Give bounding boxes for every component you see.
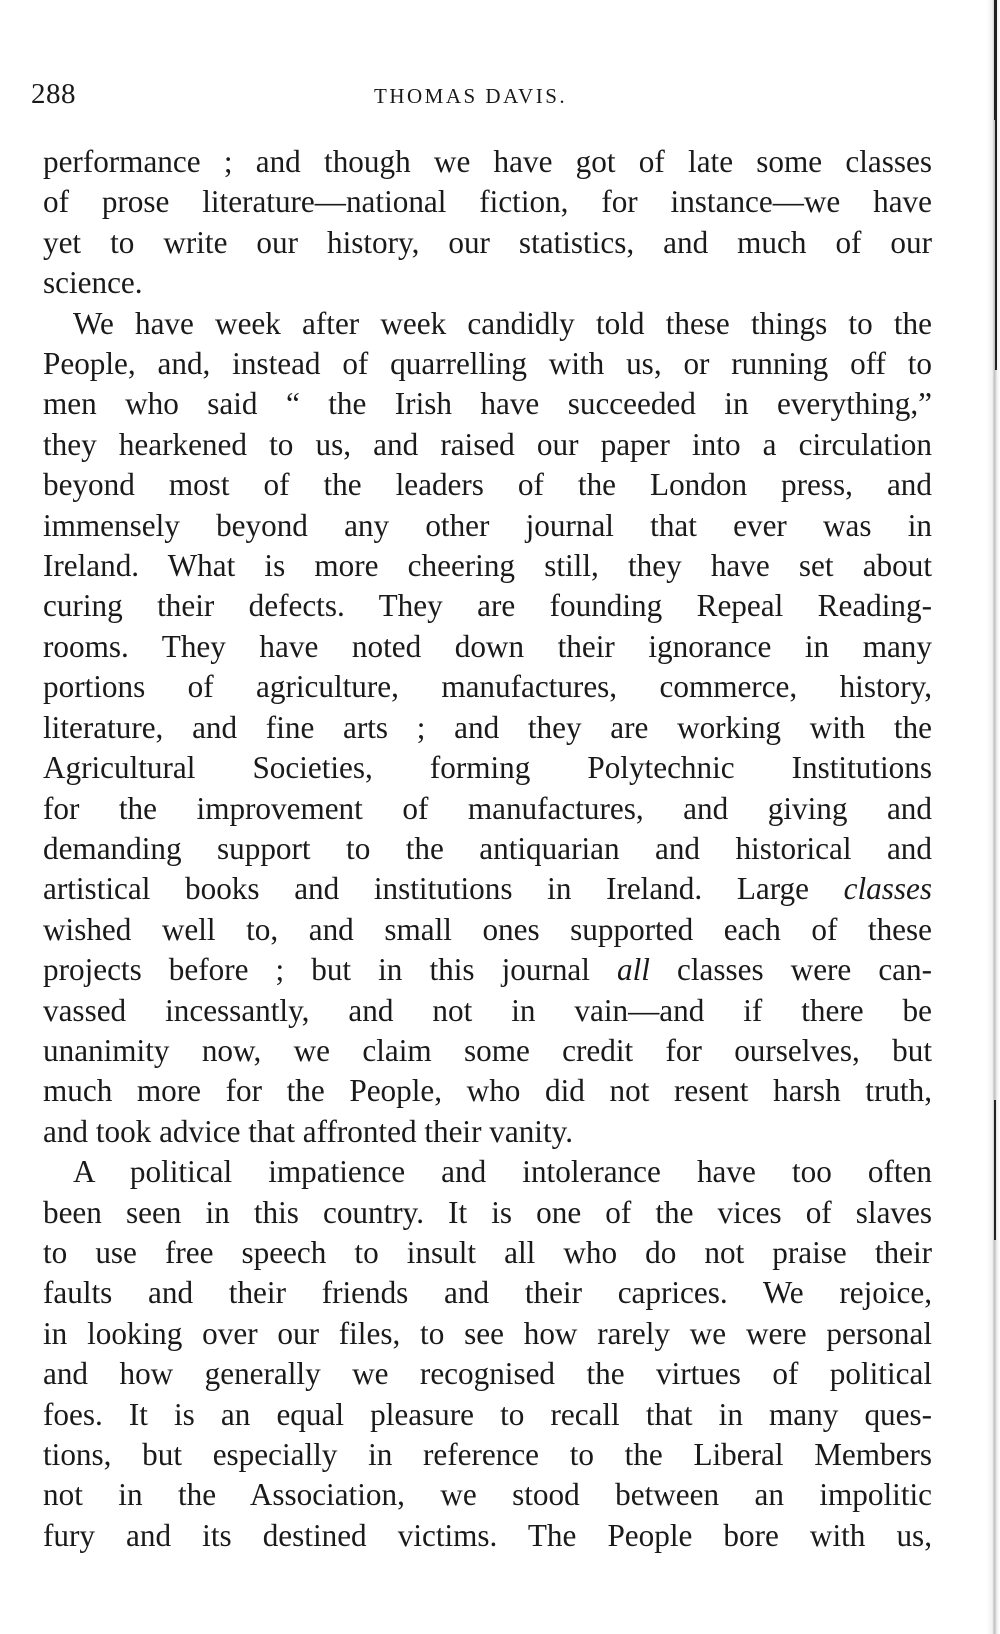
text-line: wished well to, and small ones supported each of these xyxy=(43,911,932,947)
body-text xyxy=(43,142,932,1556)
text-line: beyond most of the leaders of the London press, and xyxy=(43,467,932,503)
text-line: been seen in this country. It is one of the vices of slaves xyxy=(43,1194,932,1230)
text-line: Agricultural Societies, forming Polytechnic Institutions xyxy=(43,750,932,786)
text-line: vassed incessantly, and not in vain—and if there be xyxy=(43,992,932,1028)
text-line: A political impatience and intolerance have too often xyxy=(73,1154,932,1190)
text-line: and how generally we recognised the virtues of political xyxy=(43,1356,932,1392)
text-line: and took advice that affronted their vanity. xyxy=(43,1113,574,1149)
binding-shadow-mark xyxy=(994,0,997,120)
text-line: not in the Association, we stood between an impolitic xyxy=(43,1477,932,1513)
emphasis: all xyxy=(617,952,650,988)
page-header xyxy=(31,78,931,118)
text-line: faults and their friends and their caprices. We rejoice, xyxy=(43,1275,932,1311)
paragraph xyxy=(43,304,932,1153)
text-line: they hearkened to us, and raised our paper into a circulation xyxy=(43,426,932,462)
binding-shadow-mark xyxy=(994,1100,996,1240)
text-line: for the improvement of manufactures, and giving and xyxy=(43,790,932,826)
text-line: much more for the People, who did not resent harsh truth, xyxy=(43,1073,932,1109)
text-line: projects before ; but in this journal all classes were can- xyxy=(43,952,932,988)
page-number: 288 xyxy=(31,78,76,110)
text-line: portions of agriculture, manufactures, commerce, history, xyxy=(43,669,932,705)
text-line: We have week after week candidly told these things to the xyxy=(73,305,932,341)
text-line: artistical books and institutions in Ireland. Large classes xyxy=(43,871,932,907)
paragraph xyxy=(43,142,932,304)
text-line: performance ; and though we have got of late some classes xyxy=(43,144,932,179)
binding-shadow-mark xyxy=(995,120,997,370)
running-head: THOMAS DAVIS. xyxy=(374,84,568,108)
text-line: foes. It is an equal pleasure to recall that in many ques- xyxy=(43,1396,932,1432)
text-line: immensely beyond any other journal that ever was in xyxy=(43,507,932,543)
text-line: yet to write our history, our statistics, and much of our xyxy=(43,224,932,260)
text-line: science. xyxy=(43,265,143,301)
text-line: literature, and fine arts ; and they are working with the xyxy=(43,709,932,745)
text-line: fury and its destined victims. The People bore with us, xyxy=(43,1517,932,1553)
text-line: men who said “ the Irish have succeeded in everything,” xyxy=(43,386,932,422)
text-line: tions, but especially in reference to the Liberal Members xyxy=(43,1437,932,1472)
text-line: demanding support to the antiquarian and historical and xyxy=(43,830,932,866)
text-line: unanimity now, we claim some credit for ourselves, but xyxy=(43,1032,932,1068)
text-line: rooms. They have noted down their ignorance in many xyxy=(43,628,932,664)
text-line: Ireland. What is more cheering still, they have set about xyxy=(43,548,932,584)
text-line: of prose literature—national fiction, for instance—we have xyxy=(43,184,932,220)
paragraph xyxy=(43,1152,932,1556)
text-line: to use free speech to insult all who do not praise their xyxy=(43,1234,932,1270)
text-line: in looking over our files, to see how rarely we were personal xyxy=(43,1315,932,1351)
page-binding-edge xyxy=(986,0,1000,1634)
emphasis: classes xyxy=(843,871,932,907)
text-line: People, and, instead of quarrelling with us, or running off to xyxy=(43,346,932,382)
text-line: curing their defects. They are founding Repeal Reading- xyxy=(43,588,932,624)
